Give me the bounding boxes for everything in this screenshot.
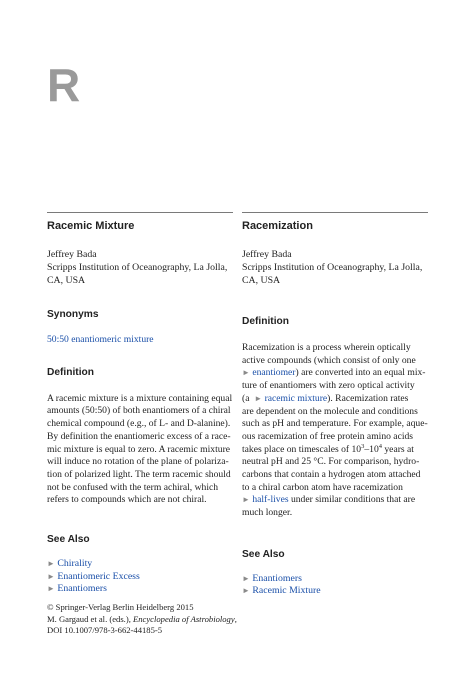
definition-line: will induce no rotation of the plane of polariza- [47, 456, 229, 468]
definition-line: ous racemization of free protein amino acids [242, 430, 414, 442]
arrow-icon: ► [254, 393, 263, 403]
entry-racemization [242, 212, 428, 598]
entry-title: Racemization [242, 220, 313, 232]
see-also-item[interactable]: ► Chirality [47, 558, 93, 570]
section-letter: R [47, 59, 81, 111]
synonyms-heading: Synonyms [47, 309, 99, 320]
definition-heading: Definition [47, 366, 94, 378]
definition-line: not be confused with the term achiral, which [47, 481, 219, 493]
definition-line: such as pH and temperature. For example, aque- [242, 418, 428, 430]
definition-text [242, 342, 428, 520]
half-lives-link[interactable]: half-lives [252, 494, 289, 506]
arrow-icon: ► [47, 571, 55, 581]
arrow-icon: ► [242, 368, 250, 378]
see-also-heading: See Also [47, 534, 90, 546]
entry-title: Racemic Mixture [47, 220, 135, 232]
definition-line: tion of polarized light. The term racemic should [47, 468, 231, 480]
definition-line: are dependent on the molecule and conditions [242, 405, 418, 417]
copyright-footer [47, 602, 237, 637]
affiliation-line: Scripps Institution of Oceanography, La Jolla, [47, 262, 228, 273]
definition-line: ► half-lives under similar conditions that are [242, 494, 416, 506]
affiliation-line: Scripps Institution of Oceanography, La Jolla, [242, 262, 423, 273]
definition-line: refers to compounds which are not chiral. [47, 494, 207, 506]
see-also-item[interactable]: ► Enantiomers [242, 572, 302, 584]
affiliation-line: CA, USA [242, 275, 281, 286]
definition-line: chemical compound (e.g., of L- and D-alanine). [47, 418, 231, 430]
footer-copyright: © Springer-Verlag Berlin Heidelberg 2015 [47, 602, 194, 612]
definition-line: to a chiral carbon atom have racemization [242, 481, 403, 493]
see-also-list [242, 573, 428, 598]
entry-racemic-mixture [47, 212, 233, 596]
arrow-icon: ► [242, 573, 250, 583]
see-also-item[interactable]: ► Enantiomers [47, 583, 107, 595]
see-also-heading: See Also [242, 548, 285, 560]
definition-line: ture of enantiomers with zero optical activity [242, 380, 415, 392]
title-rule [242, 212, 428, 213]
definition-heading: Definition [242, 316, 289, 327]
racemic-mixture-link[interactable]: racemic mixture [264, 392, 328, 404]
affiliation-line: CA, USA [47, 275, 86, 286]
see-also-list [47, 558, 233, 596]
definition-line: A racemic mixture is a mixture containing equal [47, 392, 233, 404]
author: Jeffrey Bada [242, 249, 292, 260]
definition-line: active compounds (which consist of only one [242, 354, 416, 366]
definition-line: Racemization is a process wherein optically [242, 342, 411, 353]
definition-line: takes place on timescales of $10^3-10^4$ years at [242, 442, 414, 455]
arrow-icon: ► [242, 586, 250, 596]
definition-line: amounts (50:50) of both enantiomers of a chiral [47, 405, 231, 417]
footer-doi: DOI 10.1007/978-3-662-44185-5 [47, 625, 163, 635]
footer-citation: M. Gargaud et al. (eds.), Encyclopedia of Astrobiology, [47, 613, 237, 624]
definition-line: ► enantiomer) are converted into an equal mix- [242, 367, 426, 379]
see-also-item[interactable]: ► Enantiomeric Excess [47, 570, 140, 582]
synonym-link[interactable]: 50:50 enantiomeric mixture [47, 334, 154, 345]
definition-line: mic mixture is equal to zero. A racemic mixture [47, 443, 231, 455]
definition-line: neutral pH and 25 °C. For comparison, hydro- [242, 456, 420, 468]
definition-line: much longer. [242, 507, 293, 519]
enantiomer-link[interactable]: enantiomer [252, 367, 296, 379]
arrow-icon: ► [47, 584, 55, 594]
see-also-item[interactable]: ► Racemic Mixture [242, 585, 321, 597]
arrow-icon: ► [47, 559, 55, 569]
definition-line: (a ► racemic mixture). Racemization rates [242, 392, 409, 404]
arrow-icon: ► [242, 495, 250, 505]
title-rule [47, 212, 233, 213]
definition-text [47, 393, 233, 507]
author: Jeffrey Bada [47, 249, 97, 260]
definition-line: By definition the enantiomeric excess of a race- [47, 430, 231, 442]
definition-line: carbons that contain a hydrogen atom attached [242, 469, 421, 481]
